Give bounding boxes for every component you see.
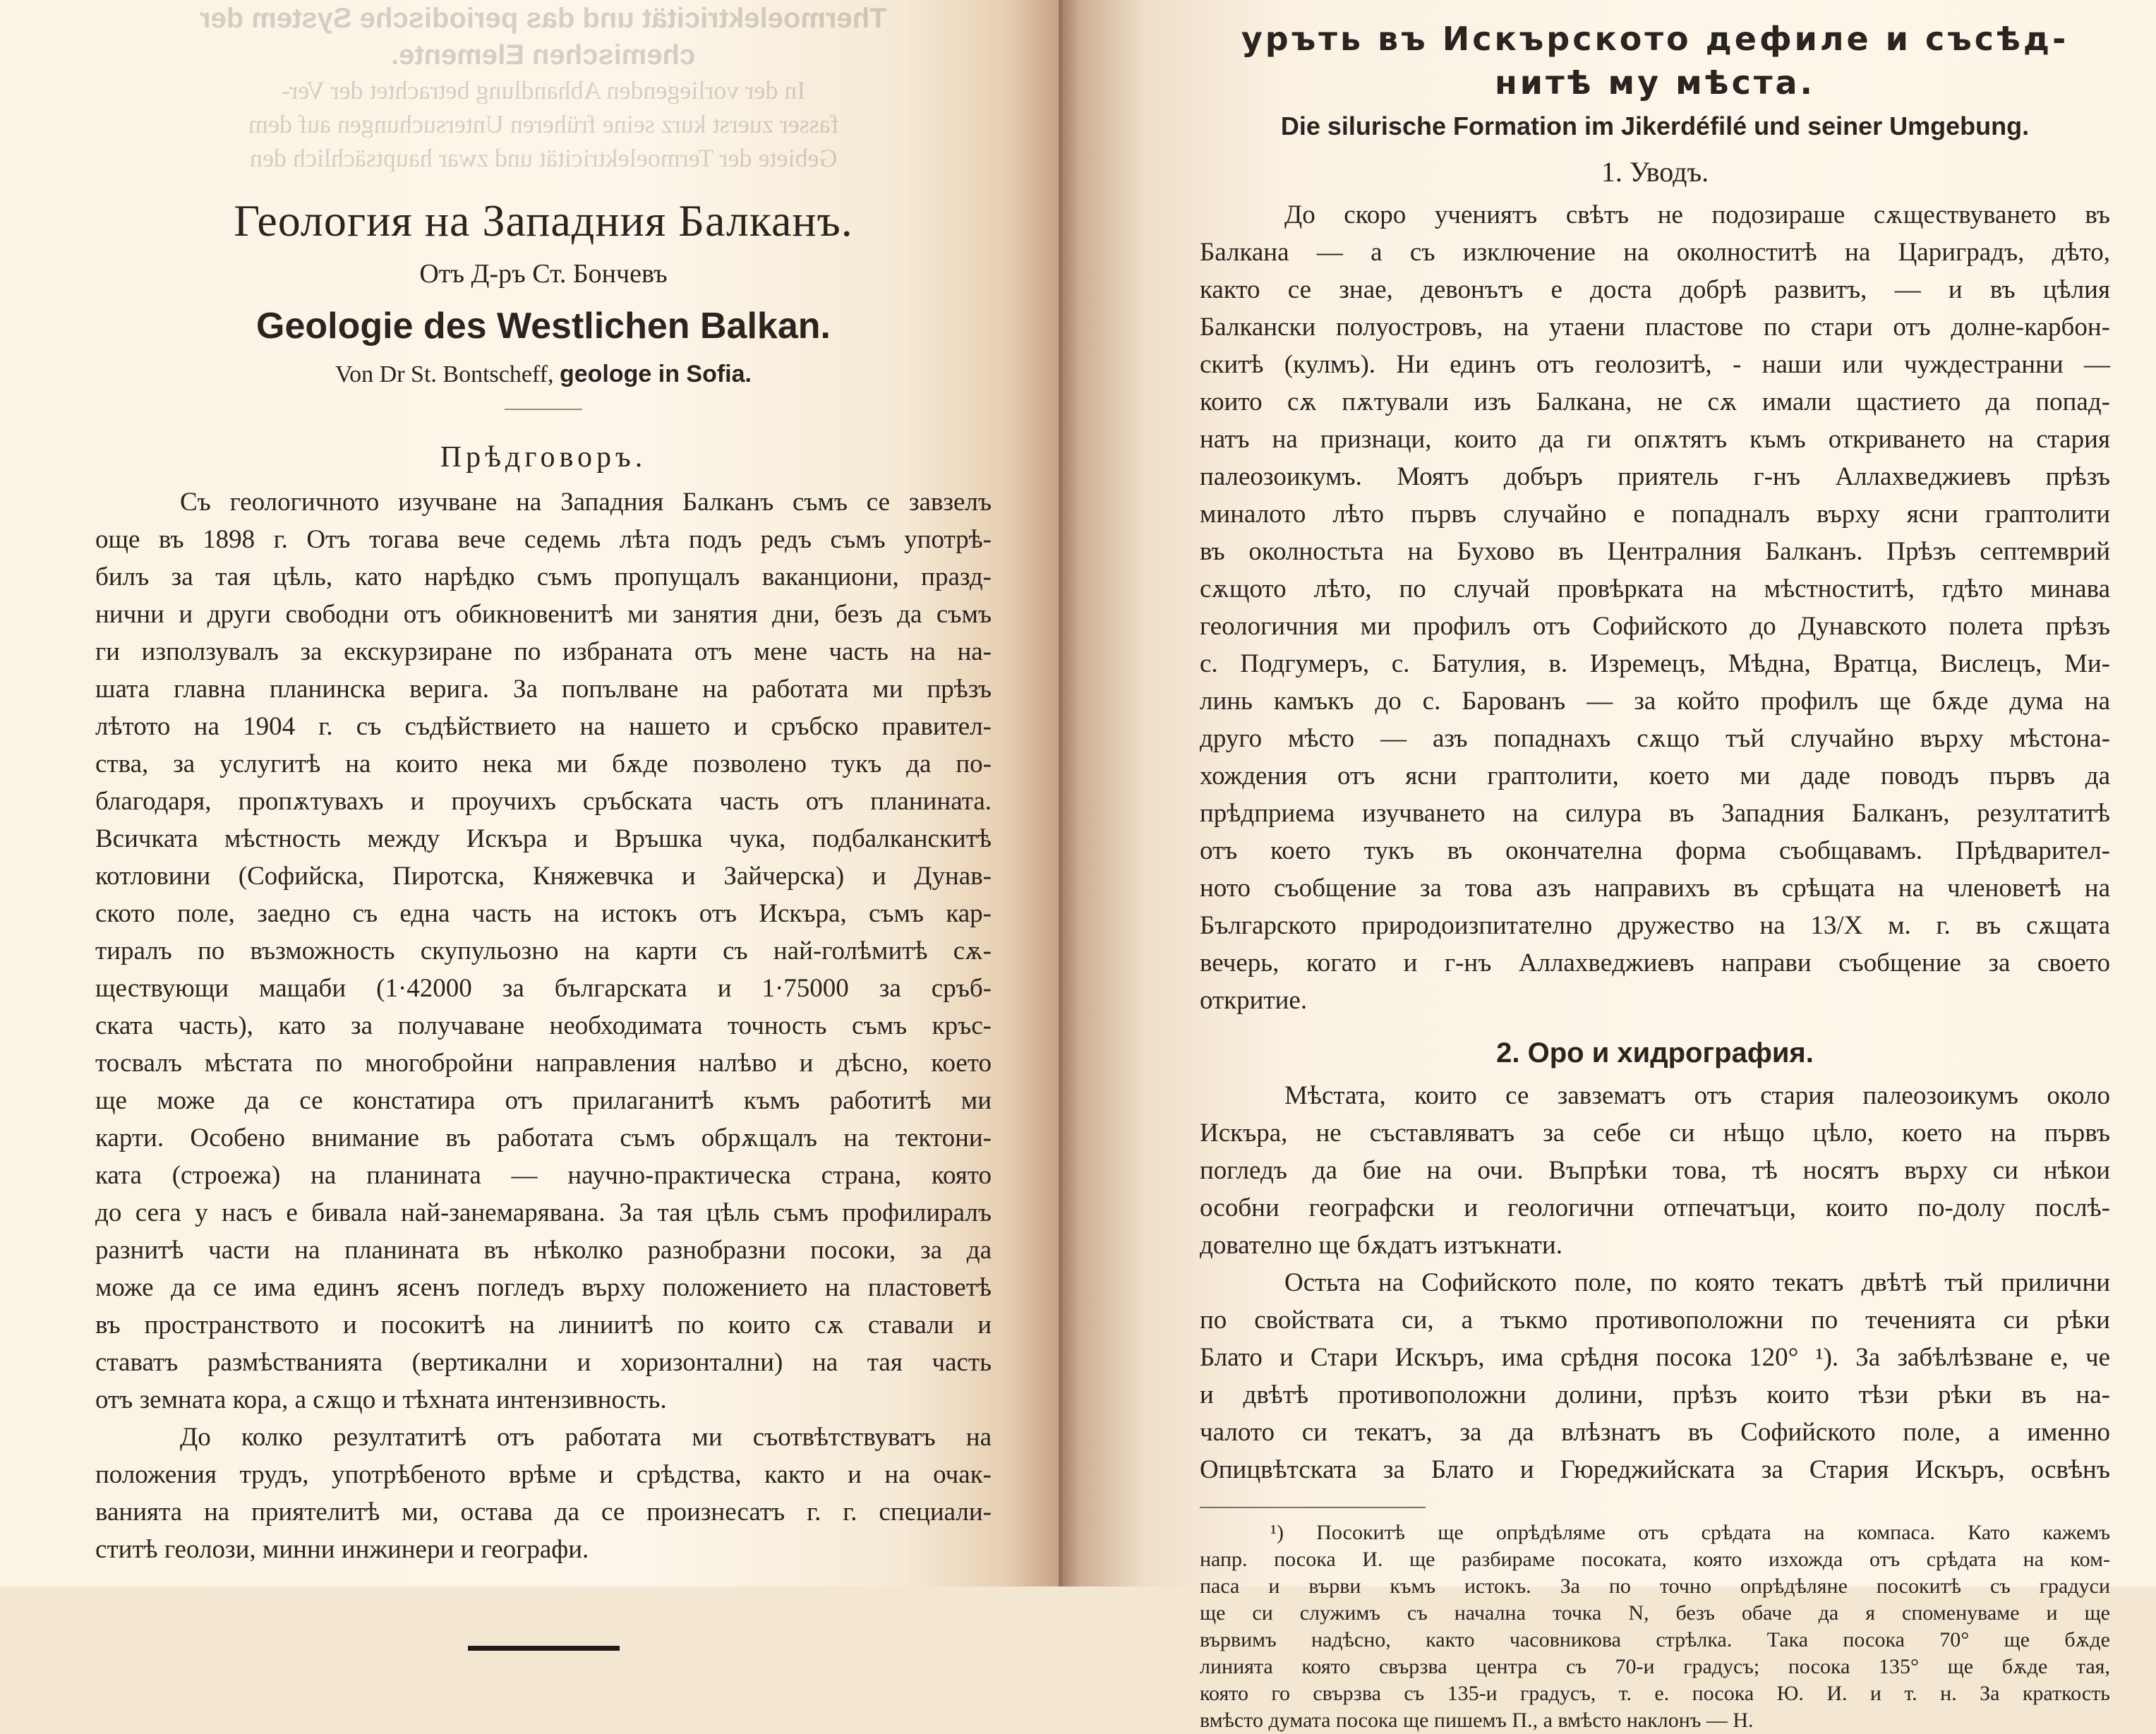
footnote-line: която го свързва съ 135-и градусъ, т. е. посока Ю. И. и т. н. За краткость bbox=[1200, 1682, 2110, 1705]
text-line: ката (строежа) на планината — научно-практическа страна, която bbox=[95, 1161, 992, 1190]
text-line: откритие. bbox=[1200, 986, 1308, 1015]
bleed-through-area bbox=[95, 0, 992, 175]
text-line: вечерь, когато и г-нъ Аллахвeджиевъ направи съобщение за своето bbox=[1200, 949, 2110, 977]
divider-rule bbox=[505, 409, 582, 410]
bleed-through-line: In der vorliegenden Abhandlung betrachtet der Ver- bbox=[281, 76, 806, 104]
text-line: котловини (Софийска, Пиротска, Княжевчка и Зайчерска) и Дунав- bbox=[95, 862, 992, 891]
author-byline-german bbox=[95, 359, 992, 390]
text-line: лѣтото на 1904 г. съ съдѣйствието на нашето и сръбско правител- bbox=[95, 712, 992, 741]
text-line: скитѣ (кулмъ). Ни единъ отъ геолозитѣ, - наши или чуждестранни — bbox=[1200, 350, 2110, 379]
byline-german-name: Von Dr St. Bontscheff, bbox=[335, 361, 554, 387]
text-line: До колко резултатитѣ отъ работата ми съотвѣтствуватъ на bbox=[180, 1423, 992, 1452]
text-line: ститѣ геолози, минни инжинери и географи. bbox=[95, 1535, 589, 1564]
bleed-through-line: Thermoelektricität und das periodische System der bbox=[200, 3, 887, 34]
author-byline-bulgarian: Отъ Д-ръ Ст. Бончевъ bbox=[419, 259, 668, 289]
section-heading-preface: Прѣдговоръ. bbox=[440, 441, 647, 474]
article-title-line-2: нитѣ му мѣста. bbox=[1494, 64, 1816, 102]
text-line: още въ 1898 г. Отъ тогава вече седемь лѣта подъ редъ съмъ употрѣ- bbox=[95, 525, 992, 554]
section-heading-orography: 2. Оро и хидрография. bbox=[1496, 1037, 1814, 1068]
preface-body bbox=[95, 483, 992, 1568]
text-line: ската часть), като за получаване необходимата точность съмъ кръс- bbox=[95, 1011, 992, 1040]
text-line: сѫщото лѣто, по случай провѣрката на мѣстноститѣ, гдѣто минава bbox=[1200, 574, 2110, 603]
text-line: чалото си текатъ, за да влѣзнатъ въ Софийското поле, а именно bbox=[1200, 1418, 2110, 1447]
text-line: Българското природоизпитателно дружество на 13/X м. г. въ сѫщата bbox=[1200, 911, 2110, 940]
orography-body bbox=[1200, 1077, 2110, 1488]
text-line: погледъ да бие на очи. Въпрѣки това, тѣ носятъ върху си нѣкои bbox=[1200, 1156, 2110, 1185]
text-line: които сѫ пѫтували изъ Балкана, не сѫ имали щастието да попад- bbox=[1200, 387, 2110, 416]
article-title-bulgarian: Геология на Западния Балканъ. bbox=[234, 195, 853, 246]
text-line: с. Подгумеръ, с. Батулия, в. Изремецъ, Мѣдна, Вратца, Вислецъ, Ми- bbox=[1200, 649, 2110, 678]
text-line: друго мѣсто — азъ попаднахъ сѫщо тъй случайно върху мѣстона- bbox=[1200, 724, 2110, 753]
article-subtitle-german: Die silurische Formation im Jikerdéfilé und seiner Umgebung. bbox=[1280, 112, 2030, 140]
text-line: Балкански полуостровъ, на утаени пластове по стари отъ долне-карбон- bbox=[1200, 313, 2110, 342]
text-line: ставатъ размѣстванията (вертикални и хоризонтални) на тая часть bbox=[95, 1348, 992, 1377]
byline-german-role: geologe in Sofia. bbox=[559, 361, 752, 387]
text-line: хождения отъ ясни граптолити, което ми даде поводъ първъ да bbox=[1200, 761, 2110, 790]
text-line: и двѣтѣ противоположни долини, прѣзъ които тѣзи рѣки въ на- bbox=[1200, 1380, 2110, 1409]
text-line: ществующи мащаби (1·42000 за българската и 1·75000 за сръб- bbox=[95, 974, 992, 1003]
text-line: положения трудъ, употрѣбеното врѣме и срѣдства, както и на очак- bbox=[95, 1460, 992, 1489]
text-line: палеозоикумъ. Моятъ добъръ приятель г-нъ Аллахвeджиевъ прѣзъ bbox=[1200, 462, 2110, 491]
text-line: разнитѣ части на планината въ нѣколко разнобразни посоки, за да bbox=[95, 1236, 992, 1265]
book-gutter bbox=[1059, 0, 1063, 1587]
text-line: ното съобщение за това азъ направихъ въ срѣщата на членоветѣ на bbox=[1200, 874, 2110, 903]
text-line: Искъра, не съставляватъ за себе си нѣщо цѣло, което на първъ bbox=[1200, 1119, 2110, 1148]
text-line: както се знае, девонътъ е доста добрѣ развитъ, — и въ цѣлия bbox=[1200, 275, 2110, 304]
text-line: Мѣстата, които се завзематъ отъ стария палеозоикумъ около bbox=[1284, 1081, 2110, 1110]
text-line: благодаря, пропѫтувахъ и проучихъ сръбската часть отъ планината. bbox=[95, 787, 992, 816]
introduction-body bbox=[1200, 196, 2110, 1019]
text-line: тосвалъ мѣстата по многобройни направления налѣво и дѣсно, което bbox=[95, 1049, 992, 1078]
text-line: натъ на признаци, които да ги опѫтятъ къмъ откриването на стария bbox=[1200, 425, 2110, 454]
text-line: Всичката мѣстность между Искъра и Връшка чука, подбалканскитѣ bbox=[95, 824, 992, 853]
footnote bbox=[1200, 1519, 2110, 1734]
text-line: Опицвѣтската за Блато и Гюреджийската за Стария Искъръ, освѣнъ bbox=[1200, 1455, 2110, 1484]
text-line: нични и други свободни отъ обикновенитѣ ми занятия дни, безъ да съмъ bbox=[95, 600, 992, 629]
text-line: Балкана — а съ изключение на околноститѣ на Цариградъ, дѣто, bbox=[1200, 238, 2110, 267]
text-line: Съ геологичното изучване на Западния Балканъ съмъ се завзелъ bbox=[180, 488, 992, 517]
text-line: дователно ще бѫдатъ изтъкнати. bbox=[1200, 1231, 1562, 1260]
section-heading-introduction: 1. Уводъ. bbox=[1601, 156, 1709, 188]
text-line: линь камъкъ до с. Барованъ — за който профилъ ще бѫде дума на bbox=[1200, 687, 2110, 716]
text-line: ското поле, заедно съ една часть на истокъ отъ Искъра, съмъ кар- bbox=[95, 899, 992, 928]
footnote-separator bbox=[1200, 1507, 1426, 1508]
left-page-content bbox=[95, 0, 992, 1651]
text-line: билъ за тая цѣль, като нарѣдко съмъ пропущалъ ваканциони, празд- bbox=[95, 562, 992, 591]
text-line: въ околностьта на Бухово въ Централния Балканъ. Прѣзъ септемврий bbox=[1200, 537, 2110, 566]
text-line: по свойствата си, а тъкмо противоположни по теченията си рѣки bbox=[1200, 1306, 2110, 1335]
text-line: ванията на приятелитѣ ми, остава да се произнесатъ г. г. специали- bbox=[95, 1498, 992, 1527]
footnote-line: вървимъ надѣсно, както часовникова стрѣлка. Така посока 70° ще бѫде bbox=[1200, 1628, 2110, 1651]
footnote-line: ¹) Посокитѣ ще опрѣдѣляме отъ срѣдата на компаса. Като кажемъ bbox=[1270, 1521, 2110, 1544]
text-line: може да се има единъ ясенъ погледъ върху положението на пластоветѣ bbox=[95, 1273, 992, 1302]
bleed-through-line: Gebiete der Termoelektricität und zwar hauptsächlich den bbox=[249, 144, 838, 172]
footnote-line: ще си служимъ съ начална точка N, безъ обаче да я споменуваме и ще bbox=[1200, 1601, 2110, 1625]
text-line: ги използувалъ за екскурзиране по избраната отъ мене часть на на- bbox=[95, 637, 992, 666]
text-line: До скоро учениятъ свѣтъ не подозираше сѫществуването въ bbox=[1284, 200, 2110, 229]
text-line: шата главна планинска верига. За попълване на работата ми прѣзъ bbox=[95, 675, 992, 704]
bleed-through-line: fasser zuerst kurz seine früheren Untersuchungen auf dem bbox=[248, 110, 839, 138]
right-page-content bbox=[1200, 0, 2110, 1734]
text-line: геологичния ми профилъ отъ Софийското до Дунавското полета прѣзъ bbox=[1200, 612, 2110, 641]
bleed-through-line: chemischen Elemente. bbox=[391, 40, 696, 71]
text-line: Остьта на Софийското поле, по която текатъ двѣтѣ тъй прилични bbox=[1284, 1268, 2110, 1297]
footnote-line: вмѣсто думата посока ще пишемъ П., а вмѣсто наклонъ — Н. bbox=[1200, 1709, 1754, 1732]
text-line: особни географски и геологични отпечатъци, които по-долу послѣ- bbox=[1200, 1193, 2110, 1222]
footnote-line: паса и върви къмъ истокъ. За по точно опрѣдѣляне посокитѣ съ градуси bbox=[1200, 1575, 2110, 1598]
text-line: тиралъ по възможность скупульозно на карти съ най-голѣмитѣ сѫ- bbox=[95, 937, 992, 965]
end-of-section-rule bbox=[468, 1646, 620, 1651]
text-line: до сега у насъ е бивала най-занемарявана. За тая цѣль съмъ профилиралъ bbox=[95, 1198, 992, 1227]
footnote-line: линията която свързва центра съ 70-и градусъ; посока 135° ще бѫде тая, bbox=[1200, 1655, 2110, 1678]
text-line: ства, за услугитѣ на които нека ми бѫде позволено тукъ да по- bbox=[95, 749, 992, 778]
text-line: миналото лѣто първъ случайно е попадналъ върху ясни граптолити bbox=[1200, 500, 2110, 529]
article-title-line-1: уръть въ Искърското дефиле и съсѣд- bbox=[1241, 20, 2069, 58]
article-title-german: Geologie des Westlichen Balkan. bbox=[256, 306, 831, 347]
text-line: Блато и Стари Искъръ, има срѣдня посока 120° ¹). За забѣлѣзване е, че bbox=[1200, 1343, 2110, 1372]
footnote-line: напр. посока И. ще разбираме посоката, която изхожда отъ срѣдата на ком- bbox=[1200, 1548, 2110, 1571]
text-line: ще може да се констатира отъ прилаганитѣ къмъ работитѣ ми bbox=[95, 1086, 992, 1115]
text-line: въ пространството и посокитѣ на линиитѣ по които сѫ ставали и bbox=[95, 1311, 992, 1339]
text-line: карти. Особено внимание въ работата съмъ обрѫщалъ на тектони- bbox=[95, 1124, 992, 1152]
text-line: прѣдприема изучването на силура въ Западния Балканъ, резултатитѣ bbox=[1200, 799, 2110, 828]
text-line: отъ което тукъ въ окончателна форма съобщавамъ. Прѣдварител- bbox=[1200, 836, 2110, 865]
text-line: отъ земната кора, а сѫщо и тѣхната интензивность. bbox=[95, 1385, 667, 1414]
